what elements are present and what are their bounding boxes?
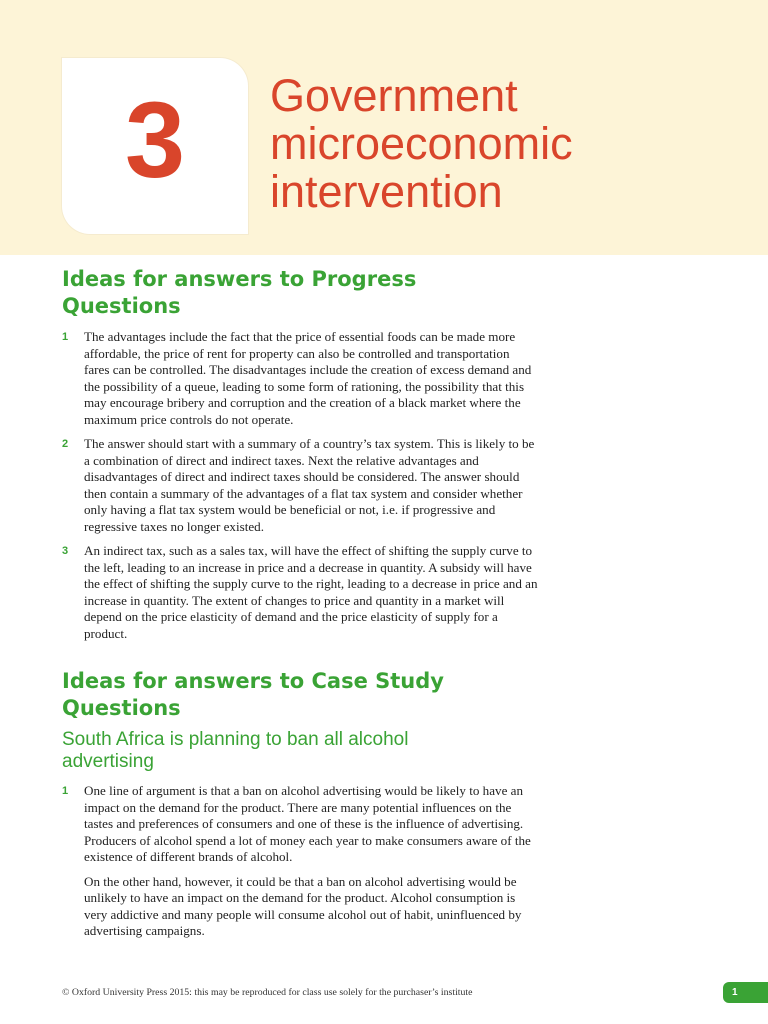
copyright-footer: © Oxford University Press 2015: this may be reproduced for class use solely for the purchaser’s institute	[62, 987, 473, 998]
page-number-tab: 1	[723, 982, 768, 1003]
case-study-title	[62, 729, 538, 773]
case-study-title-line: advertising	[62, 751, 154, 772]
answer-paragraph: The advantages include the fact that the price of essential foods can be made more affordable, the price of rent for property can also be controlled and transportation fares can be controlled. The disadvantages include the creation of excess demand and the possibility of a queue, leading to some form of rationing, the possibility that this may encourage bribery and corruption and the creation of a black market where the maximum price controls do not operate.	[84, 329, 532, 427]
section-heading-line: Questions	[62, 696, 181, 720]
section-heading-progress-questions	[62, 266, 538, 320]
answer-paragraph: An indirect tax, such as a sales tax, will have the effect of shifting the supply curve to the left, leading to an increase in price and a decrease in quantity. A subsidy will have the effect of shifting the supply curve to the right, leading to a decrease in price and an increase in quantity. The extent of changes to price and quantity in a market will depend on the price elasticity of demand and the price elasticity of supply for a product.	[84, 543, 538, 641]
case-study-questions-list	[62, 783, 538, 940]
question-number: 2	[62, 438, 69, 450]
chapter-number-tab	[62, 58, 248, 234]
chapter-title-line: intervention	[270, 166, 503, 217]
chapter-header-band	[0, 0, 768, 255]
case-study-title-line: South Africa is planning to ban all alcohol	[62, 729, 409, 750]
list-item	[62, 436, 538, 535]
chapter-title-line: microeconomic	[270, 118, 573, 169]
answer-paragraph: The answer should start with a summary of a country’s tax system. This is likely to be a combination of direct and indirect taxes. Next the relative advantages and disadvantages of direct and indirect taxes should be considered. The answer should then contain a summary of the advantages of a flat tax system and consider whether only having a flat tax system would be beneficial or not, i.e. if progressive and regressive taxes no longer existed.	[84, 436, 535, 534]
question-number: 3	[62, 545, 69, 557]
list-item	[62, 543, 538, 642]
section-heading-line: Ideas for answers to Progress	[62, 267, 417, 291]
section-heading-case-study-questions	[62, 668, 538, 722]
question-number: 1	[62, 331, 69, 343]
page-content	[62, 266, 538, 948]
question-number: 1	[62, 785, 69, 797]
section-heading-line: Questions	[62, 294, 181, 318]
progress-questions-list	[62, 329, 538, 642]
list-item	[62, 783, 538, 940]
section-heading-line: Ideas for answers to Case Study	[62, 669, 444, 693]
list-item	[62, 329, 538, 428]
answer-paragraph: One line of argument is that a ban on alcohol advertising would be likely to have an impact on the demand for the product. There are many potential influences on the tastes and preferences of consumers and one of these is the influence of advertising. Producers of alcohol spend a lot of money each year to make consumers aware of the existence of different brands of alcohol.	[84, 783, 531, 864]
chapter-number: 3	[124, 79, 186, 200]
chapter-title-line: Government	[270, 70, 518, 121]
chapter-title	[270, 72, 573, 216]
answer-paragraph: On the other hand, however, it could be that a ban on alcohol advertising would be unlikely to have an impact on the demand for the product. Alcohol consumption is very addictive and many people will consume alcohol out of habit, uninfluenced by advertising campaigns.	[84, 873, 522, 938]
